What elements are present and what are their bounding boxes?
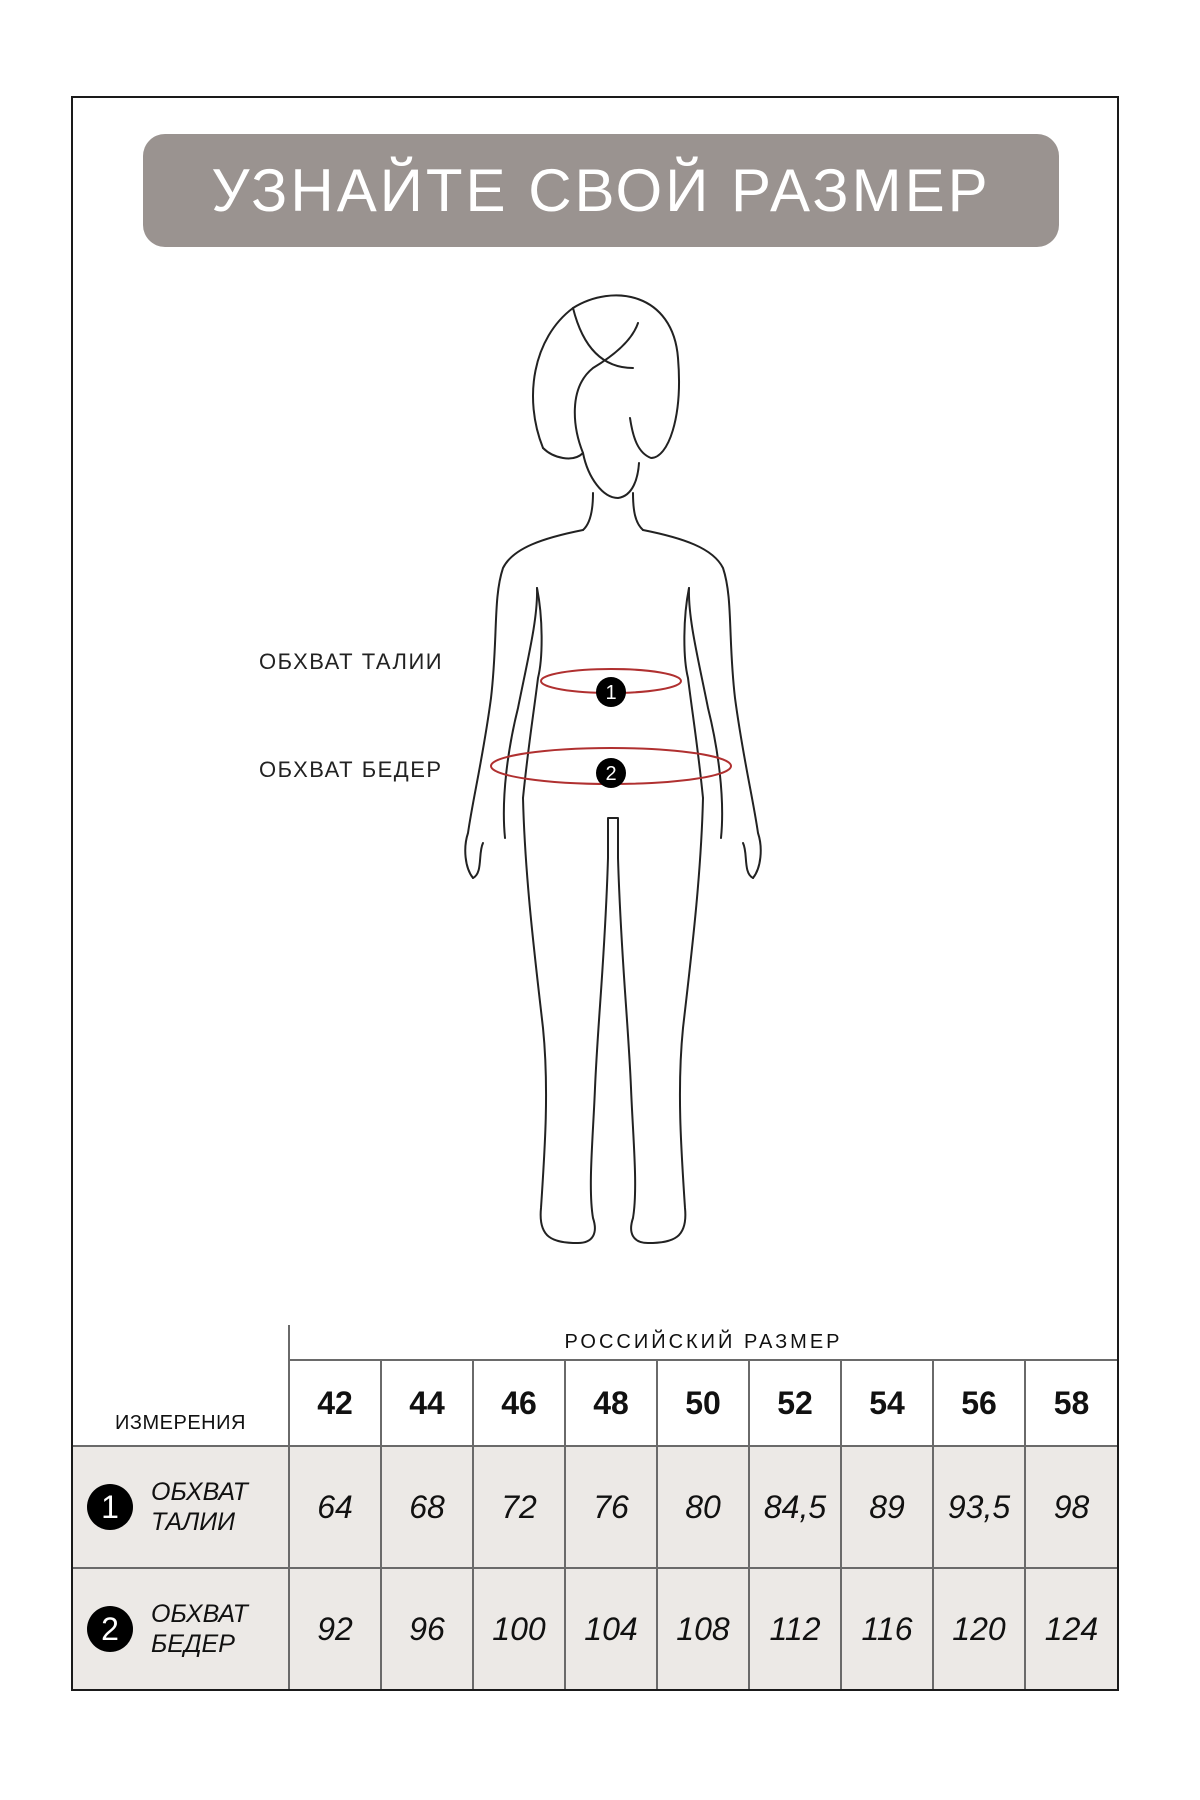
- row-label-waist: [73, 1446, 289, 1568]
- table-cell: 93,5: [933, 1446, 1025, 1568]
- table-cell: 84,5: [749, 1446, 841, 1568]
- number-2-icon: 2: [87, 1606, 133, 1652]
- table-cell: 120: [933, 1568, 1025, 1689]
- svg-text:1: 1: [605, 682, 617, 704]
- size-header-cell: 48: [565, 1360, 657, 1446]
- body-silhouette-illustration: [73, 98, 1117, 1325]
- table-row-waist: [73, 1446, 1117, 1568]
- row-label-line2: ТАЛИИ: [151, 1508, 236, 1537]
- table-cell: 92: [289, 1568, 381, 1689]
- table-cell: 98: [1025, 1446, 1117, 1568]
- size-header-cell: 42: [289, 1360, 381, 1446]
- size-header-cell: 56: [933, 1360, 1025, 1446]
- hips-label: ОБХВАТ БЕДЕР: [259, 757, 443, 782]
- table-cell: 89: [841, 1446, 933, 1568]
- row-label-line1: ОБХВАТ: [151, 1478, 248, 1507]
- size-header-cell: 52: [749, 1360, 841, 1446]
- row-label-line1: ОБХВАТ: [151, 1600, 248, 1629]
- size-header-cell: 44: [381, 1360, 473, 1446]
- size-table: [73, 1325, 1117, 1689]
- table-cell: 124: [1025, 1568, 1117, 1689]
- table-cell: 100: [473, 1568, 565, 1689]
- size-header-cell: 58: [1025, 1360, 1117, 1446]
- row-label-hips: [73, 1568, 289, 1689]
- page-title: УЗНАЙТЕ СВОЙ РАЗМЕР: [211, 157, 991, 224]
- size-header-cell: 50: [657, 1360, 749, 1446]
- table-cell: 76: [565, 1446, 657, 1568]
- russian-size-header: РОССИЙСКИЙ РАЗМЕР: [289, 1325, 1117, 1360]
- table-cell: 64: [289, 1446, 381, 1568]
- size-header-cell: 46: [473, 1360, 565, 1446]
- table-cell: 112: [749, 1568, 841, 1689]
- table-cell: 116: [841, 1568, 933, 1689]
- marker-1-icon: [596, 677, 626, 707]
- table-cell: 80: [657, 1446, 749, 1568]
- size-chart-frame: [71, 96, 1119, 1691]
- table-cell: 108: [657, 1568, 749, 1689]
- measurements-header: ИЗМЕРЕНИЯ: [73, 1325, 289, 1446]
- number-1-icon: 1: [87, 1484, 133, 1530]
- table-cell: 104: [565, 1568, 657, 1689]
- svg-text:2: 2: [605, 763, 617, 785]
- size-header-cell: 54: [841, 1360, 933, 1446]
- marker-2-icon: [596, 758, 626, 788]
- table-row-hips: [73, 1568, 1117, 1689]
- table-cell: 96: [381, 1568, 473, 1689]
- waist-label: ОБХВАТ ТАЛИИ: [259, 649, 444, 674]
- table-cell: 72: [473, 1446, 565, 1568]
- row-label-line2: БЕДЕР: [151, 1630, 235, 1659]
- table-cell: 68: [381, 1446, 473, 1568]
